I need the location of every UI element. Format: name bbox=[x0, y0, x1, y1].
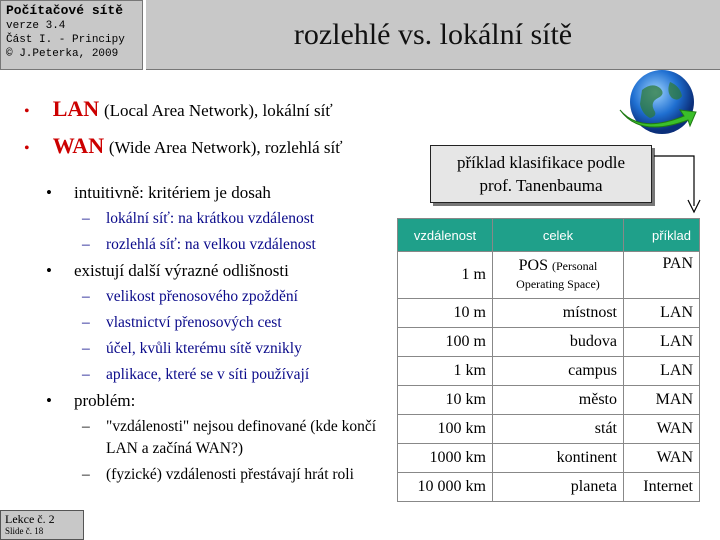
part-label: Část I. - Principy bbox=[6, 34, 125, 46]
lesson-label: Lekce č. 2 bbox=[5, 512, 55, 526]
table-row bbox=[398, 444, 700, 473]
wan-acronym: WAN bbox=[52, 133, 105, 158]
cell-example: PAN bbox=[624, 252, 700, 299]
cell-example: LAN bbox=[624, 357, 700, 386]
lan-expansion: (Local Area Network), lokální síť bbox=[103, 101, 333, 120]
version-label: verze 3.4 bbox=[6, 20, 66, 32]
bullet-icon: • bbox=[24, 103, 30, 120]
table-header-row bbox=[398, 219, 700, 252]
table-row bbox=[398, 252, 700, 299]
cell-distance: 1000 km bbox=[398, 444, 493, 473]
subpoint: – lokální síť: na krátkou vzdálenost bbox=[82, 210, 315, 227]
lesson-box bbox=[0, 510, 84, 540]
cell-unit: kontinent bbox=[493, 444, 624, 473]
callout-line-1: příklad klasifikace podle bbox=[456, 153, 626, 172]
table-row bbox=[398, 299, 700, 328]
table-row bbox=[398, 357, 700, 386]
cell-distance: 1 km bbox=[398, 357, 493, 386]
bullet-content bbox=[40, 180, 390, 488]
intro-list bbox=[24, 92, 342, 166]
classification-table bbox=[397, 218, 700, 502]
cell-unit-main: POS bbox=[518, 257, 549, 274]
bullet-icon: • bbox=[24, 140, 30, 157]
cell-example: Internet bbox=[624, 473, 700, 502]
callout-line-2: prof. Tanenbauma bbox=[479, 176, 603, 195]
cell-example: LAN bbox=[624, 328, 700, 357]
cell-distance: 10 000 km bbox=[398, 473, 493, 502]
point-dosah: • intuitivně: kritériem je dosah bbox=[46, 183, 271, 202]
intro-item-lan bbox=[24, 92, 342, 129]
cell-distance: 1 m bbox=[398, 252, 493, 299]
cell-distance: 100 m bbox=[398, 328, 493, 357]
cell-unit: planeta bbox=[493, 473, 624, 502]
globe-icon bbox=[612, 60, 702, 140]
cell-example: MAN bbox=[624, 386, 700, 415]
table-row bbox=[398, 415, 700, 444]
table-row bbox=[398, 328, 700, 357]
cell-unit-sub: (Personal Operating Space) bbox=[516, 259, 600, 291]
cell-unit: město bbox=[493, 386, 624, 415]
cell-example: WAN bbox=[624, 444, 700, 473]
cell-distance: 10 km bbox=[398, 386, 493, 415]
table-row bbox=[398, 473, 700, 502]
lan-acronym: LAN bbox=[52, 96, 100, 121]
cell-distance: 10 m bbox=[398, 299, 493, 328]
wan-expansion: (Wide Area Network), rozlehlá síť bbox=[108, 138, 343, 157]
header-example: příklad bbox=[624, 219, 700, 252]
subpoint: – (fyzické) vzdálenosti přestávají hrát roli bbox=[82, 466, 354, 483]
cell-distance: 100 km bbox=[398, 415, 493, 444]
subpoint: – velikost přenosového zpoždění bbox=[82, 288, 298, 305]
cell-unit: budova bbox=[493, 328, 624, 357]
classification-callout bbox=[430, 145, 652, 203]
cell-unit: místnost bbox=[493, 299, 624, 328]
table-row bbox=[398, 386, 700, 415]
subpoint: – "vzdálenosti" nejsou definované (kde končí LAN a začíná WAN?) bbox=[82, 418, 377, 457]
point-problem: • problém: bbox=[46, 391, 136, 410]
point-odlisnosti: • existují další výrazné odlišnosti bbox=[46, 261, 289, 280]
cell-unit: stát bbox=[493, 415, 624, 444]
subpoint: – účel, kvůli kterému sítě vznikly bbox=[82, 340, 302, 357]
course-title: Počítačové sítě bbox=[6, 3, 124, 18]
cell-example: WAN bbox=[624, 415, 700, 444]
subpoint: – aplikace, které se v síti používají bbox=[82, 366, 310, 383]
arrow-icon bbox=[650, 150, 710, 220]
cell-example: LAN bbox=[624, 299, 700, 328]
course-info-box bbox=[0, 0, 143, 70]
header-unit: celek bbox=[493, 219, 624, 252]
subpoint: – rozlehlá síť: na velkou vzdálenost bbox=[82, 236, 316, 253]
subpoint: – vlastnictví přenosových cest bbox=[82, 314, 282, 331]
intro-item-wan bbox=[24, 129, 342, 166]
cell-unit bbox=[493, 252, 624, 299]
slide-number: Slide č. 18 bbox=[5, 526, 44, 536]
copyright-label: © J.Peterka, 2009 bbox=[6, 48, 119, 60]
slide-title: rozlehlé vs. lokální sítě bbox=[293, 18, 573, 51]
cell-unit: campus bbox=[493, 357, 624, 386]
header-distance: vzdálenost bbox=[398, 219, 493, 252]
